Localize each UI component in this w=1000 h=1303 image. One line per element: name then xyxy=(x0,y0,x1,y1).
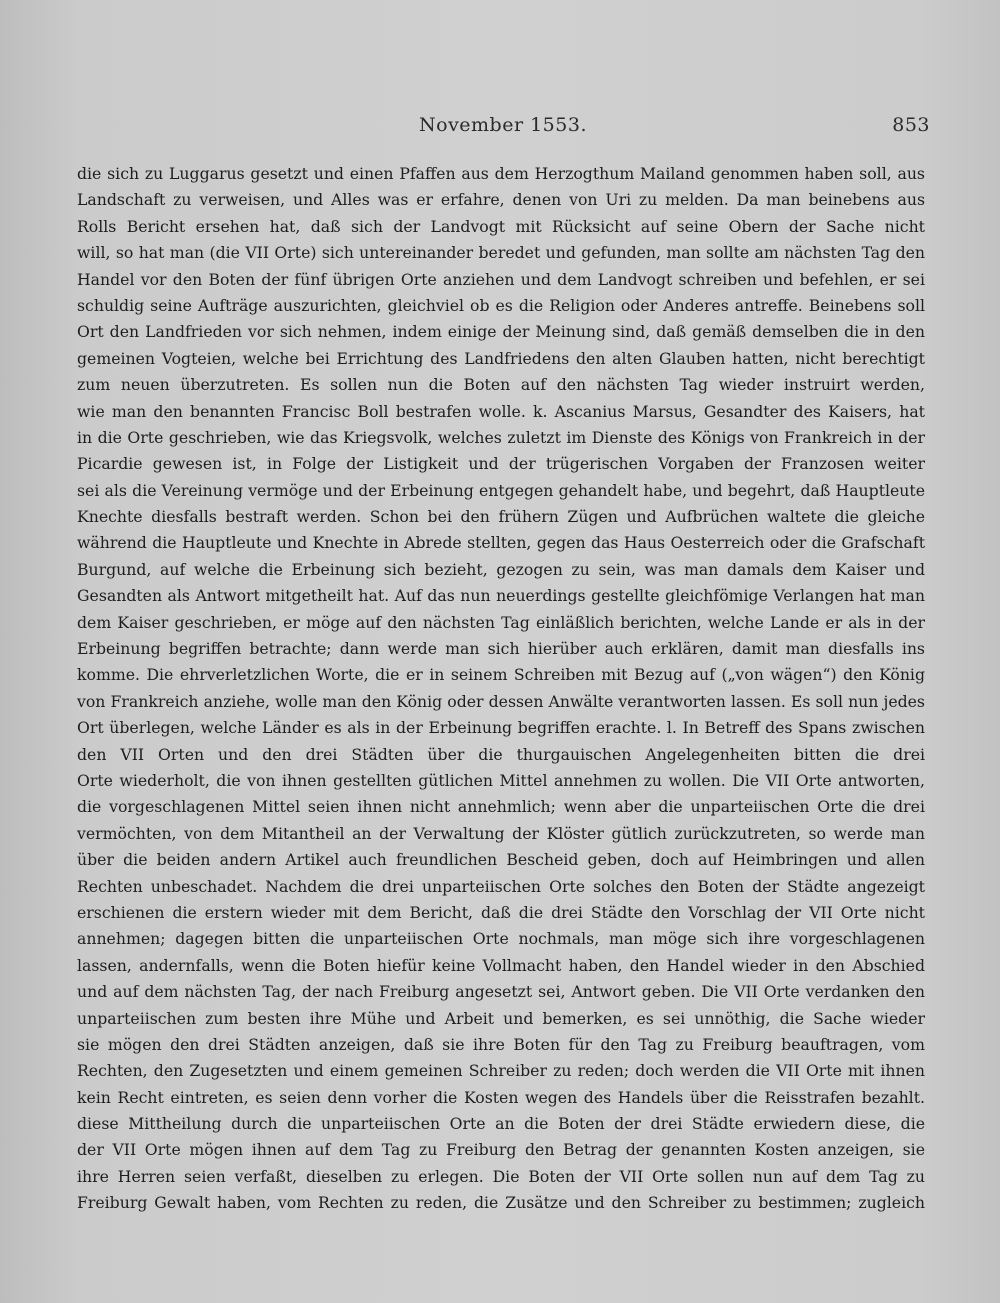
running-head: November 1553. xyxy=(419,114,587,136)
text-line: Gesandten als Antwort mitgetheilt hat. Auf das nun neuerdings gestellte gleichfömige Verlangen hat man xyxy=(77,586,925,606)
text-line: erschienen die erstern wieder mit dem Bericht, daß die drei Städte den Vorschlag der VII Orte nicht xyxy=(77,902,925,922)
text-line: Freiburg Gewalt haben, vom Rechten zu reden, die Zusätze und den Schreiber zu bestimmen; zugleich xyxy=(77,1193,925,1213)
text-line: Ort überlegen, welche Länder es als in der Erbeinung begriffen erachte. l. In Betreff des Spans zwischen xyxy=(77,718,925,738)
text-line: vermöchten, von dem Mitantheil an der Verwaltung der Klöster gütlich zurückzutreten, so werde man xyxy=(77,823,925,843)
text-line: den VII Orten und den drei Städten über die thurgauischen Angelegenheiten bitten die drei xyxy=(77,744,925,764)
text-line: der VII Orte mögen ihnen auf dem Tag zu Freiburg den Betrag der genannten Kosten anzeigen, sie xyxy=(77,1140,925,1160)
text-line: über die beiden andern Artikel auch freundlichen Bescheid geben, doch auf Heimbringen und allen xyxy=(77,850,925,870)
page-header xyxy=(76,114,930,144)
text-line: gemeinen Vogteien, welche bei Errichtung des Landfriedens den alten Glauben hatten, nicht berechtigt xyxy=(77,348,925,368)
text-line: von Frankreich anziehe, wolle man den König oder dessen Anwälte verantworten lassen. Es soll nun jedes xyxy=(77,691,925,711)
text-line: Burgund, auf welche die Erbeinung sich bezieht, gezogen zu sein, was man damals dem Kaiser und xyxy=(77,559,925,579)
text-line: in die Orte geschrieben, wie das Kriegsvolk, welches zuletzt im Dienste des Königs von Frankreich in der xyxy=(77,427,925,447)
text-line: Erbeinung begriffen betrachte; dann werde man sich hierüber auch erklären, damit man diesfalls ins xyxy=(77,639,925,659)
body-text xyxy=(77,161,925,1217)
text-line: während die Hauptleute und Knechte in Abrede stellten, gegen das Haus Oesterreich oder die Grafschaft xyxy=(77,533,925,553)
text-line: kein Recht eintreten, es seien denn vorher die Kosten wegen des Handels über die Reisstrafen bezahlt. xyxy=(77,1087,925,1107)
text-line: Landschaft zu verweisen, und Alles was er erfahre, denen von Uri zu melden. Da man beinebens aus xyxy=(77,190,925,210)
text-line: Rechten unbeschadet. Nachdem die drei unparteiischen Orte solches den Boten der Städte angezeigt xyxy=(77,876,925,896)
text-line: wie man den benannten Francisc Boll bestrafen wolle. k. Ascanius Marsus, Gesandter des Kaisers, hat xyxy=(77,401,925,421)
text-line: will, so hat man (die VII Orte) sich untereinander beredet und gefunden, man sollte am nächsten Tag den xyxy=(77,243,925,263)
text-line: ihre Herren seien verfaßt, dieselben zu erlegen. Die Boten der VII Orte sollen nun auf dem Tag zu xyxy=(77,1166,925,1186)
text-line: schuldig seine Aufträge auszurichten, gleichviel ob es die Religion oder Anderes antreffe. Beinebens soll xyxy=(77,295,925,315)
text-line: unparteiischen zum besten ihre Mühe und Arbeit und bemerken, es sei unnöthig, die Sache wieder xyxy=(77,1008,925,1028)
text-line: die sich zu Luggarus gesetzt und einen Pfaffen aus dem Herzogthum Mailand genommen haben soll, aus xyxy=(77,164,925,183)
text-line: Ort den Landfrieden vor sich nehmen, indem einige der Meinung sind, daß gemäß demselben die in den xyxy=(77,322,925,342)
text-line: annehmen; dagegen bitten die unparteiischen Orte nochmals, man möge sich ihre vorgeschlagenen xyxy=(77,929,925,949)
text-line: lassen, andernfalls, wenn die Boten hiefür keine Vollmacht haben, den Handel wieder in den Abschied xyxy=(77,955,925,975)
text-line: dem Kaiser geschrieben, er möge auf den nächsten Tag einläßlich berichten, welche Lande er als in der xyxy=(77,612,925,632)
text-line: zum neuen überzutreten. Es sollen nun die Boten auf den nächsten Tag wieder instruirt werden, xyxy=(77,375,925,395)
text-line: Handel vor den Boten der fünf übrigen Orte anziehen und dem Landvogt schreiben und befehlen, er sei xyxy=(77,269,925,289)
text-line: Rolls Bericht ersehen hat, daß sich der Landvogt mit Rücksicht auf seine Obern der Sache nicht xyxy=(77,216,925,236)
text-line: Rechten, den Zugesetzten und einem gemeinen Schreiber zu reden; doch werden die VII Orte mit ihnen xyxy=(77,1061,925,1081)
text-line: diese Mittheilung durch die unparteiischen Orte an die Boten der drei Städte erwiedern diese, die xyxy=(77,1114,925,1134)
text-line: Orte wiederholt, die von ihnen gestellten gütlichen Mittel annehmen zu wollen. Die VII Orte antworten, xyxy=(77,770,925,790)
text-line: Picardie gewesen ist, in Folge der Listigkeit und der trügerischen Vorgaben der Franzosen weiter xyxy=(77,454,925,474)
text-line: sei als die Vereinung vermöge und der Erbeinung entgegen gehandelt habe, und begehrt, daß Hauptleute xyxy=(77,480,925,500)
text-line: die vorgeschlagenen Mittel seien ihnen nicht annehmlich; wenn aber die unparteiischen Orte die drei xyxy=(77,797,925,817)
text-line: und auf dem nächsten Tag, der nach Freiburg angesetzt sei, Antwort geben. Die VII Orte verdanken den xyxy=(77,982,925,1002)
text-line: Knechte diesfalls bestraft werden. Schon bei den frühern Zügen und Aufbrüchen waltete die gleiche xyxy=(77,507,925,527)
text-line: komme. Die ehrverletzlichen Worte, die er in seinem Schreiben mit Bezug auf („von wägen“) den König xyxy=(77,665,925,685)
text-line: sie mögen den drei Städten anzeigen, daß sie ihre Boten für den Tag zu Freiburg beauftragen, vom xyxy=(77,1034,925,1054)
page-number: 853 xyxy=(892,114,930,136)
